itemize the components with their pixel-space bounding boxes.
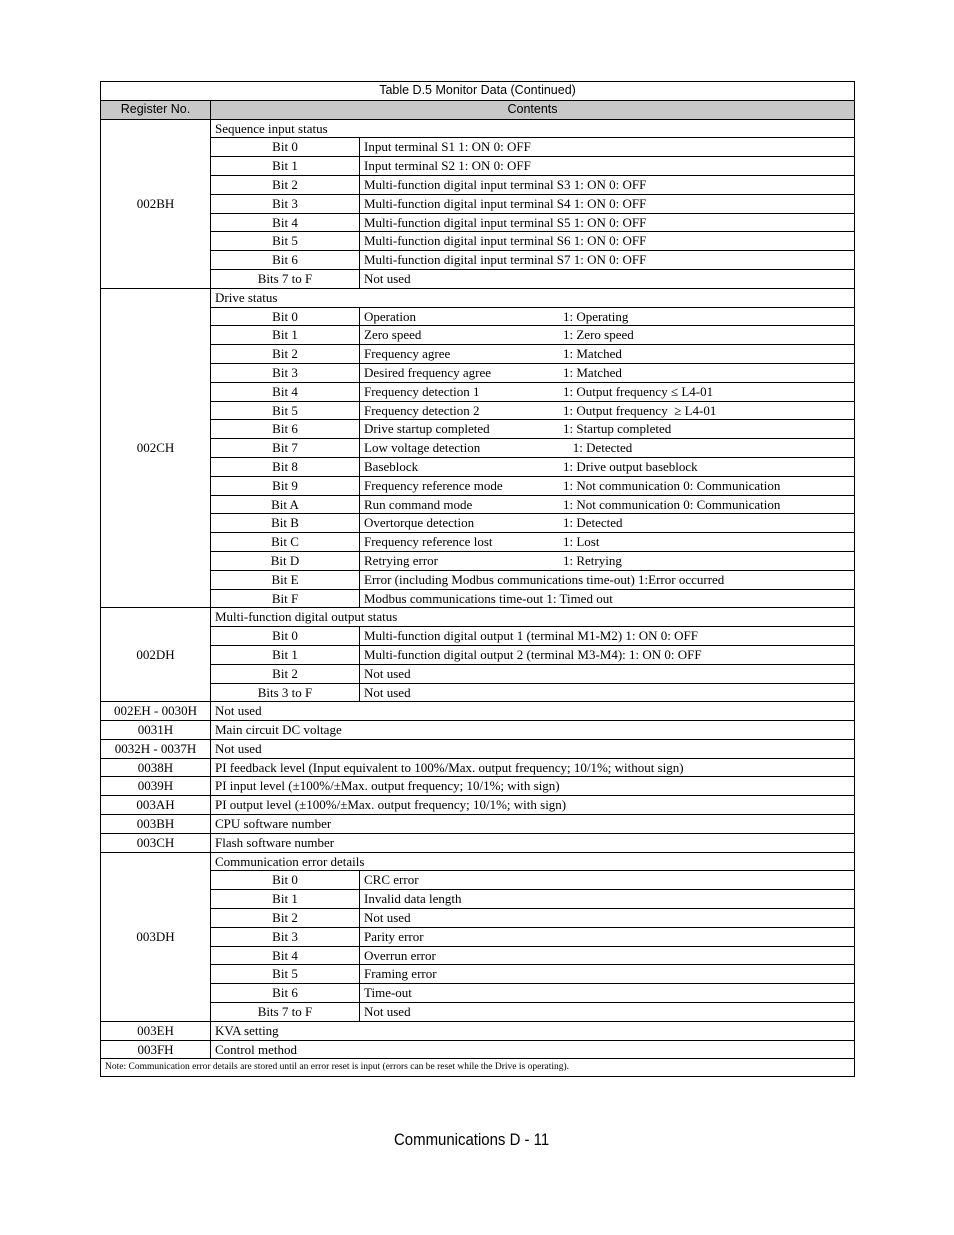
bit-row [101, 927, 855, 946]
group-heading: Sequence input status [211, 119, 855, 138]
bit-description [360, 307, 855, 326]
bit-label: Bit 3 [211, 363, 360, 382]
table-row [101, 1040, 855, 1059]
table-row [101, 721, 855, 740]
bit-description: Multi-function digital input terminal S6 1: ON 0: OFF [360, 232, 855, 251]
bit-description: Not used [360, 909, 855, 928]
bit-row [101, 401, 855, 420]
bit-row [101, 645, 855, 664]
bit-label: Bit A [211, 495, 360, 514]
register-contents: Main circuit DC voltage [211, 721, 855, 740]
bit-description: Invalid data length [360, 890, 855, 909]
bit-description: Input terminal S2 1: ON 0: OFF [360, 157, 855, 176]
bit-label: Bit 4 [211, 213, 360, 232]
register-number: 002BH [101, 119, 211, 288]
bit-label: Bits 7 to F [211, 269, 360, 288]
bit-row [101, 984, 855, 1003]
monitor-data-table [100, 81, 855, 1077]
bit-row [101, 382, 855, 401]
register-contents: Control method [211, 1040, 855, 1059]
bit-label: Bit E [211, 570, 360, 589]
note-row [101, 1059, 855, 1077]
bit-description: CRC error [360, 871, 855, 890]
bit-description: Input terminal S1 1: ON 0: OFF [360, 138, 855, 157]
bit-label: Bit 3 [211, 194, 360, 213]
group-heading: Communication error details [211, 852, 855, 871]
bit-row [101, 457, 855, 476]
bit-label: Bit F [211, 589, 360, 608]
bit-label: Bit 3 [211, 927, 360, 946]
bit-value: 1: Detected [563, 515, 623, 531]
bit-row [101, 570, 855, 589]
bit-description: Framing error [360, 965, 855, 984]
group-heading: Drive status [211, 288, 855, 307]
bit-label: Bit 6 [211, 420, 360, 439]
bit-value: 1: Detected [563, 440, 633, 456]
bit-value: 1: Retrying [563, 552, 622, 568]
bit-description: Modbus communications time-out 1: Timed out [360, 589, 855, 608]
bit-value: 1: Output frequency ≤ L4-01 [563, 383, 714, 399]
bit-label: Bit 2 [211, 909, 360, 928]
bit-row [101, 871, 855, 890]
page-footer: Communications D - 11 [394, 1130, 550, 1149]
bit-value: 1: Matched [563, 346, 622, 362]
bit-description [360, 326, 855, 345]
bit-label: Bit 6 [211, 984, 360, 1003]
bit-row [101, 495, 855, 514]
bit-label: Bit 1 [211, 326, 360, 345]
bit-function: Frequency agree [364, 346, 451, 362]
bit-label: Bit 0 [211, 138, 360, 157]
table-row [101, 833, 855, 852]
bit-description: Multi-function digital input terminal S7 1: ON 0: OFF [360, 251, 855, 270]
bit-row [101, 232, 855, 251]
bit-description: Not used [360, 269, 855, 288]
table-title-row [101, 82, 855, 101]
register-number: 003DH [101, 852, 211, 1021]
table-row [101, 119, 855, 138]
register-number: 003BH [101, 815, 211, 834]
bit-row [101, 946, 855, 965]
bit-label: Bit 0 [211, 307, 360, 326]
bit-label: Bit 6 [211, 251, 360, 270]
bit-row [101, 363, 855, 382]
bit-description: Multi-function digital output 2 (terminal M3-M4): 1: ON 0: OFF [360, 645, 855, 664]
bit-description: Parity error [360, 927, 855, 946]
table-title: Table D.5 Monitor Data (Continued) [101, 82, 855, 101]
bit-function: Retrying error [364, 552, 439, 568]
bit-label: Bit 4 [211, 382, 360, 401]
table-row [101, 1021, 855, 1040]
bit-function: Frequency detection 1 [364, 383, 480, 399]
bit-description [360, 439, 855, 458]
register-contents: Not used [211, 702, 855, 721]
bit-label: Bit 1 [211, 645, 360, 664]
bit-description [360, 514, 855, 533]
register-number: 0031H [101, 721, 211, 740]
bit-description [360, 457, 855, 476]
register-contents: Not used [211, 739, 855, 758]
bit-function: Frequency reference mode [364, 477, 503, 493]
bit-value: 1: Matched [563, 364, 622, 380]
table-row [101, 702, 855, 721]
register-contents: CPU software number [211, 815, 855, 834]
bit-value: 1: Startup completed [563, 421, 672, 437]
header-contents: Contents [211, 100, 855, 119]
bit-description: Time-out [360, 984, 855, 1003]
bit-label: Bit 2 [211, 664, 360, 683]
register-contents: Flash software number [211, 833, 855, 852]
bit-row [101, 138, 855, 157]
bit-label: Bit 5 [211, 401, 360, 420]
table-row [101, 852, 855, 871]
group-heading: Multi-function digital output status [211, 608, 855, 627]
bit-row [101, 326, 855, 345]
bit-value: 1: Operating [563, 308, 629, 324]
bit-row [101, 965, 855, 984]
bit-row [101, 269, 855, 288]
bit-label: Bit 1 [211, 157, 360, 176]
register-number: 003CH [101, 833, 211, 852]
register-number: 002EH - 0030H [101, 702, 211, 721]
bit-description [360, 420, 855, 439]
bit-value: 1: Not communication 0: Communication [563, 477, 781, 493]
table-row [101, 777, 855, 796]
bit-label: Bit 4 [211, 946, 360, 965]
bit-label: Bits 3 to F [211, 683, 360, 702]
bit-row [101, 307, 855, 326]
bit-label: Bit 1 [211, 890, 360, 909]
table-row [101, 739, 855, 758]
bit-function: Desired frequency agree [364, 364, 492, 380]
register-number: 002CH [101, 288, 211, 608]
bit-label: Bit 5 [211, 232, 360, 251]
bit-function: Zero speed [364, 327, 422, 343]
table-row [101, 796, 855, 815]
bit-description: Multi-function digital input terminal S4 1: ON 0: OFF [360, 194, 855, 213]
register-number: 002DH [101, 608, 211, 702]
bit-row [101, 551, 855, 570]
bit-label: Bit 8 [211, 457, 360, 476]
register-contents: PI output level (±100%/±Max. output frequency; 10/1%; with sign) [211, 796, 855, 815]
bit-function: Frequency reference lost [364, 534, 493, 550]
bit-description: Multi-function digital output 1 (terminal M1-M2) 1: ON 0: OFF [360, 627, 855, 646]
bit-description [360, 533, 855, 552]
bit-function: Low voltage detection [364, 440, 481, 456]
bit-row [101, 345, 855, 364]
register-number: 0032H - 0037H [101, 739, 211, 758]
table-row [101, 608, 855, 627]
bit-description: Overrun error [360, 946, 855, 965]
table-note: Note: Communication error details are stored until an error reset is input (errors can be reset while the Drive is operating). [101, 1059, 855, 1077]
bit-description [360, 551, 855, 570]
bit-row [101, 533, 855, 552]
bit-value: 1: Lost [563, 534, 600, 550]
bit-label: Bit 2 [211, 345, 360, 364]
bit-description [360, 345, 855, 364]
bit-label: Bit 9 [211, 476, 360, 495]
bit-label: Bit B [211, 514, 360, 533]
bit-function: Overtorque detection [364, 515, 475, 531]
register-number: 003AH [101, 796, 211, 815]
bit-row [101, 589, 855, 608]
bit-description [360, 401, 855, 420]
register-contents: KVA setting [211, 1021, 855, 1040]
bit-row [101, 157, 855, 176]
bit-description [360, 363, 855, 382]
table-row [101, 288, 855, 307]
bit-row [101, 476, 855, 495]
bit-row [101, 175, 855, 194]
table-row [101, 758, 855, 777]
bit-row [101, 251, 855, 270]
bit-description [360, 495, 855, 514]
bit-function: Baseblock [364, 458, 419, 474]
bit-row [101, 664, 855, 683]
bit-row [101, 420, 855, 439]
bit-label: Bits 7 to F [211, 1003, 360, 1022]
bit-label: Bit 2 [211, 175, 360, 194]
bit-label: Bit 5 [211, 965, 360, 984]
bit-value: 1: Zero speed [563, 327, 634, 343]
bit-row [101, 909, 855, 928]
register-number: 0038H [101, 758, 211, 777]
bit-row [101, 439, 855, 458]
bit-row [101, 683, 855, 702]
bit-row [101, 1003, 855, 1022]
bit-row [101, 514, 855, 533]
bit-description: Multi-function digital input terminal S3 1: ON 0: OFF [360, 175, 855, 194]
bit-description: Not used [360, 1003, 855, 1022]
bit-row [101, 213, 855, 232]
register-contents: PI feedback level (Input equivalent to 100%/Max. output frequency; 10/1%; without sign) [211, 758, 855, 777]
table-row [101, 815, 855, 834]
register-contents: PI input level (±100%/±Max. output frequency; 10/1%; with sign) [211, 777, 855, 796]
bit-label: Bit D [211, 551, 360, 570]
bit-description [360, 382, 855, 401]
bit-value: 1: Not communication 0: Communication [563, 496, 781, 512]
bit-function: Drive startup completed [364, 421, 490, 437]
bit-function: Frequency detection 2 [364, 402, 480, 418]
bit-description: Not used [360, 683, 855, 702]
table-header-row [101, 100, 855, 119]
bit-row [101, 194, 855, 213]
bit-function: Operation [364, 308, 416, 324]
bit-label: Bit 0 [211, 627, 360, 646]
register-number: 0039H [101, 777, 211, 796]
bit-description: Multi-function digital input terminal S5 1: ON 0: OFF [360, 213, 855, 232]
bit-description [360, 476, 855, 495]
bit-description: Not used [360, 664, 855, 683]
bit-description: Error (including Modbus communications time-out) 1:Error occurred [360, 570, 855, 589]
bit-label: Bit 0 [211, 871, 360, 890]
bit-label: Bit 7 [211, 439, 360, 458]
register-number: 003EH [101, 1021, 211, 1040]
bit-value: 1: Drive output baseblock [563, 458, 698, 474]
bit-function: Run command mode [364, 496, 473, 512]
register-number: 003FH [101, 1040, 211, 1059]
bit-label: Bit C [211, 533, 360, 552]
bit-row [101, 627, 855, 646]
bit-value: 1: Output frequency ≥ L4-01 [563, 402, 717, 418]
header-register: Register No. [101, 100, 211, 119]
bit-row [101, 890, 855, 909]
